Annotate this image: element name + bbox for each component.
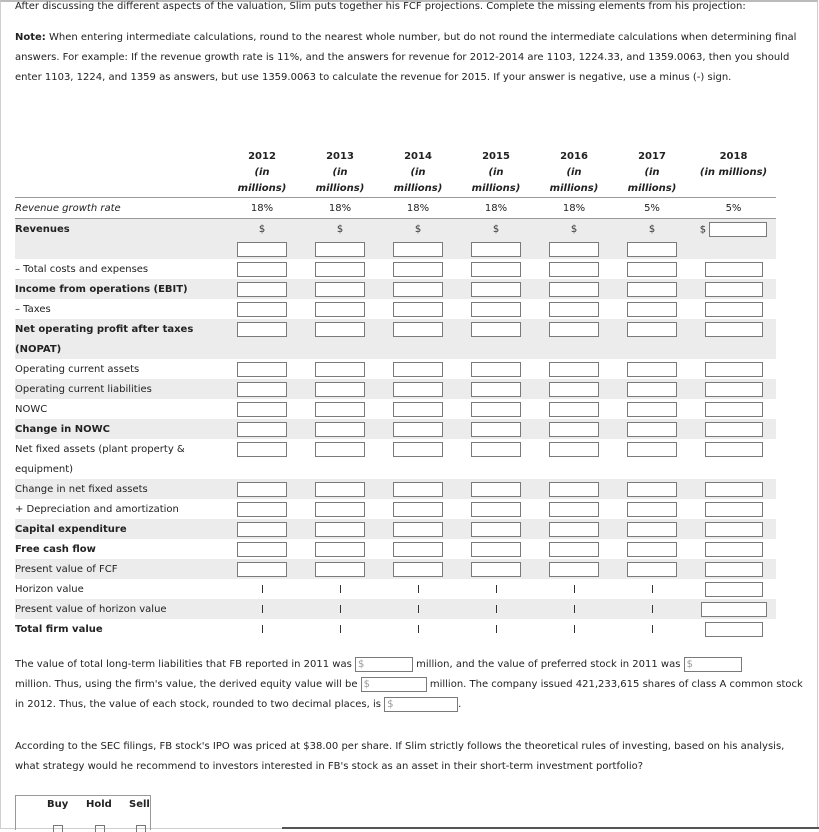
taxes-input[interactable] <box>627 302 677 317</box>
growth-row <box>15 198 776 219</box>
fcf-input[interactable] <box>705 542 763 557</box>
year-header-2017: 2017 (in millions) <box>627 151 677 194</box>
row-label: equipment) <box>15 463 74 475</box>
note-paragraph <box>15 28 805 88</box>
ocl-input[interactable] <box>471 382 521 397</box>
intro-text: After discussing the different aspects of the valuation, Slim puts together his FCF projections. Complete the missing elements from his projection: <box>15 1 746 12</box>
fcf-input[interactable] <box>393 542 443 557</box>
currency-symbol: $ <box>535 219 613 240</box>
nopat-row <box>15 319 776 339</box>
taxes-input[interactable] <box>549 302 599 317</box>
pv-horizon-row <box>15 599 776 619</box>
bottom-divider <box>282 827 819 829</box>
header-row <box>15 147 776 198</box>
row-label: Operating current assets <box>15 363 140 375</box>
strategy-choices <box>15 795 151 830</box>
revenue-2018-input[interactable] <box>709 222 767 237</box>
nopat-input[interactable] <box>627 322 677 337</box>
fcf-input[interactable] <box>237 542 287 557</box>
row-label: Net operating profit after taxes <box>15 319 223 339</box>
growth-value: 5% <box>691 198 776 219</box>
revenues-row <box>15 219 776 240</box>
pv-fcf-input[interactable] <box>549 562 599 577</box>
ocl-input[interactable] <box>627 382 677 397</box>
nopat-input[interactable] <box>471 322 521 337</box>
change-nfa-input[interactable] <box>549 482 599 497</box>
preferred-stock-input[interactable] <box>684 657 742 672</box>
revenue-input[interactable] <box>237 242 287 257</box>
nfa-input[interactable] <box>471 442 521 457</box>
dollar-prefix: $ <box>357 658 365 670</box>
depreciation-input[interactable] <box>705 502 763 517</box>
nowc-input[interactable] <box>471 402 521 417</box>
fcf-row <box>15 539 776 559</box>
row-label: (NOPAT) <box>15 339 223 359</box>
pv-fcf-input[interactable] <box>705 562 763 577</box>
total-costs-input[interactable] <box>471 262 521 277</box>
change-nowc-input[interactable] <box>627 422 677 437</box>
taxes-input[interactable] <box>705 302 763 317</box>
change-nowc-input[interactable] <box>315 422 365 437</box>
taxes-row <box>15 299 776 319</box>
dash-mark <box>418 605 419 613</box>
horizon-row <box>15 579 776 599</box>
nopat-input[interactable] <box>315 322 365 337</box>
ebit-row <box>15 279 776 299</box>
ebit-input[interactable] <box>705 282 763 297</box>
year-header-2014: 2014 (in millions) <box>393 151 443 194</box>
capex-input[interactable] <box>471 522 521 537</box>
growth-value: 18% <box>379 198 457 219</box>
pv-fcf-input[interactable] <box>627 562 677 577</box>
dollar-prefix: $ <box>363 678 371 690</box>
capex-input[interactable] <box>393 522 443 537</box>
change-nowc-input[interactable] <box>237 422 287 437</box>
total-costs-row <box>15 259 776 279</box>
dash-mark <box>652 625 653 633</box>
capex-input[interactable] <box>705 522 763 537</box>
pv-fcf-row <box>15 559 776 579</box>
summary-text: million. Thus, using the firm's value, the derived equity value will be <box>15 679 361 690</box>
capex-input[interactable] <box>627 522 677 537</box>
ocl-row <box>15 379 776 399</box>
summary-text: million, and the value of preferred stock in 2011 was <box>412 659 684 670</box>
dash-mark <box>496 585 497 593</box>
oca-row <box>15 359 776 379</box>
row-label: Operating current liabilities <box>15 379 223 399</box>
note-label: Note: <box>15 32 46 43</box>
row-label: Capital expenditure <box>15 519 223 539</box>
revenues-input-row <box>15 239 776 259</box>
fcf-projection-table <box>15 147 776 639</box>
pv-horizon-input[interactable] <box>701 602 767 617</box>
nopat-input[interactable] <box>705 322 763 337</box>
row-label: Free cash flow <box>15 543 96 555</box>
total-costs-input[interactable] <box>237 262 287 277</box>
choice-buy-radio[interactable] <box>53 825 63 832</box>
strategy-question: According to the SEC filings, FB stock's IPO was priced at $38.00 per share. If Slim strictly follows the theoretical rules of investing, based on his analysis, what strategy would he recommend to investors interested in FB's stock as an asset in their short-term investment portfolio? <box>15 741 785 772</box>
nowc-row <box>15 399 776 419</box>
ebit-input[interactable] <box>237 282 287 297</box>
change-nowc-input[interactable] <box>393 422 443 437</box>
depreciation-input[interactable] <box>393 502 443 517</box>
row-label: – Taxes <box>15 303 51 315</box>
currency-symbol: $ <box>613 219 691 240</box>
dash-mark <box>340 585 341 593</box>
nopat-input[interactable] <box>393 322 443 337</box>
nopat-input[interactable] <box>549 322 599 337</box>
dash-mark <box>496 605 497 613</box>
row-label: Present value of FCF <box>15 559 223 579</box>
depreciation-input[interactable] <box>549 502 599 517</box>
capex-input[interactable] <box>315 522 365 537</box>
revenue-input[interactable] <box>393 242 443 257</box>
choice-hold-label: Hold <box>86 799 112 810</box>
currency-symbol: $ <box>379 219 457 240</box>
change-nfa-input[interactable] <box>471 482 521 497</box>
currency-symbol: $ <box>223 219 301 240</box>
total-costs-input[interactable] <box>627 262 677 277</box>
taxes-input[interactable] <box>315 302 365 317</box>
row-label: Total firm value <box>15 623 103 635</box>
row-label: Revenues <box>15 219 223 240</box>
fcf-input[interactable] <box>315 542 365 557</box>
equity-value-input[interactable] <box>361 677 427 692</box>
taxes-input[interactable] <box>471 302 521 317</box>
total-costs-input[interactable] <box>393 262 443 277</box>
dash-mark <box>574 605 575 613</box>
depreciation-input[interactable] <box>471 502 521 517</box>
year-header-2012: 2012 (in millions) <box>237 151 287 194</box>
nfa-input[interactable] <box>627 442 677 457</box>
ocl-input[interactable] <box>549 382 599 397</box>
fcf-input[interactable] <box>627 542 677 557</box>
total-costs-input[interactable] <box>705 262 763 277</box>
nfa-row <box>15 439 776 459</box>
summary-text: million. The company issued 421,233,615 shares of class A common stock in 2012. Thus, the value of each stock, rounded to two decimal places, is <box>15 679 803 710</box>
nowc-input[interactable] <box>627 402 677 417</box>
change-nfa-input[interactable] <box>315 482 365 497</box>
dash-mark <box>340 605 341 613</box>
row-label: Horizon value <box>15 583 84 595</box>
nfa-input[interactable] <box>393 442 443 457</box>
capex-input[interactable] <box>237 522 287 537</box>
dash-mark <box>418 625 419 633</box>
oca-input[interactable] <box>549 362 599 377</box>
currency-symbol: $ <box>699 224 707 235</box>
ocl-input[interactable] <box>705 382 763 397</box>
dash-mark <box>262 585 263 593</box>
pv-fcf-input[interactable] <box>237 562 287 577</box>
capex-input[interactable] <box>549 522 599 537</box>
depreciation-input[interactable] <box>237 502 287 517</box>
nfa-input[interactable] <box>549 442 599 457</box>
change-nowc-row <box>15 419 776 439</box>
change-nfa-input[interactable] <box>393 482 443 497</box>
row-label: Present value of horizon value <box>15 599 223 619</box>
dash-mark <box>418 585 419 593</box>
dash-mark <box>340 625 341 633</box>
fcf-input[interactable] <box>471 542 521 557</box>
row-label: Change in NOWC <box>15 419 223 439</box>
ebit-input[interactable] <box>315 282 365 297</box>
taxes-input[interactable] <box>237 302 287 317</box>
ocl-input[interactable] <box>237 382 287 397</box>
dash-mark <box>652 605 653 613</box>
capex-row <box>15 519 776 539</box>
dollar-prefix: $ <box>686 658 694 670</box>
summary-text: The value of total long-term liabilities that FB reported in 2011 was <box>15 659 355 670</box>
row-label: – Total costs and expenses <box>15 263 149 275</box>
row-label: Income from operations (EBIT) <box>15 279 223 299</box>
note-text: When entering intermediate calculations, round to the nearest whole number, but do not round the intermediate calculations when determining final answers. For example: If the revenue growth rate is 11%, and the answers for revenue for 2012-2014 are 1103, 1224.33, and 1359.0063, then you should enter 1103, 1224, and 1359 as answers, but use 1359.0063 to calculate the revenue for 2015. If your answer is negative, use a minus (-) sign. <box>15 32 797 83</box>
nowc-input[interactable] <box>393 402 443 417</box>
growth-value: 18% <box>223 198 301 219</box>
row-label: Change in net fixed assets <box>15 479 223 499</box>
dash-mark <box>262 625 263 633</box>
growth-label: Revenue growth rate <box>15 198 223 219</box>
taxes-input[interactable] <box>393 302 443 317</box>
total-costs-input[interactable] <box>315 262 365 277</box>
pv-fcf-input[interactable] <box>393 562 443 577</box>
ocl-input[interactable] <box>315 382 365 397</box>
summary-paragraph <box>15 655 805 715</box>
depreciation-input[interactable] <box>315 502 365 517</box>
dash-mark <box>262 605 263 613</box>
pv-fcf-input[interactable] <box>471 562 521 577</box>
nopat-input[interactable] <box>237 322 287 337</box>
oca-input[interactable] <box>705 362 763 377</box>
depreciation-row <box>15 499 776 519</box>
revenue-input[interactable] <box>471 242 521 257</box>
total-costs-input[interactable] <box>549 262 599 277</box>
pv-fcf-input[interactable] <box>315 562 365 577</box>
depreciation-input[interactable] <box>627 502 677 517</box>
nfa-input[interactable] <box>237 442 287 457</box>
fcf-input[interactable] <box>549 542 599 557</box>
growth-value: 18% <box>301 198 379 219</box>
oca-input[interactable] <box>237 362 287 377</box>
dollar-prefix: $ <box>387 698 394 710</box>
revenue-input[interactable] <box>549 242 599 257</box>
change-nowc-input[interactable] <box>549 422 599 437</box>
nfa-input[interactable] <box>705 442 763 457</box>
currency-symbol: $ <box>457 219 535 240</box>
dash-mark <box>574 585 575 593</box>
oca-input[interactable] <box>393 362 443 377</box>
row-label: NOWC <box>15 403 48 415</box>
dash-mark <box>574 625 575 633</box>
change-nfa-input[interactable] <box>627 482 677 497</box>
nopat-row-cont <box>15 339 776 359</box>
total-firm-row <box>15 619 776 639</box>
year-header-2013: 2013 (in millions) <box>315 151 365 194</box>
change-nfa-input[interactable] <box>237 482 287 497</box>
row-label: + Depreciation and amortization <box>15 503 179 515</box>
growth-value: 5% <box>613 198 691 219</box>
total-firm-value-input[interactable] <box>705 622 763 637</box>
oca-input[interactable] <box>627 362 677 377</box>
ocl-input[interactable] <box>393 382 443 397</box>
revenue-input[interactable] <box>315 242 365 257</box>
year-header-2016: 2016 (in millions) <box>549 151 599 194</box>
revenue-input[interactable] <box>627 242 677 257</box>
dash-mark <box>652 585 653 593</box>
nfa-row-cont <box>15 459 776 479</box>
stock-value-input[interactable] <box>384 697 458 712</box>
oca-input[interactable] <box>315 362 365 377</box>
growth-value: 18% <box>457 198 535 219</box>
choice-sell-label: Sell <box>129 799 150 810</box>
horizon-value-input[interactable] <box>705 582 763 597</box>
change-nowc-input[interactable] <box>471 422 521 437</box>
dash-mark <box>496 625 497 633</box>
nfa-input[interactable] <box>315 442 365 457</box>
summary-text: . <box>458 699 462 710</box>
long-term-liabilities-input[interactable] <box>355 657 413 672</box>
oca-input[interactable] <box>471 362 521 377</box>
ebit-input[interactable] <box>627 282 677 297</box>
nowc-input[interactable] <box>705 402 763 417</box>
nowc-input[interactable] <box>315 402 365 417</box>
nowc-input[interactable] <box>237 402 287 417</box>
currency-symbol: $ <box>301 219 379 240</box>
change-nfa-row <box>15 479 776 499</box>
choice-sell-radio[interactable] <box>136 825 146 832</box>
year-header-2018: 2018 (in millions) <box>699 151 768 178</box>
ebit-input[interactable] <box>393 282 443 297</box>
ebit-input[interactable] <box>549 282 599 297</box>
change-nfa-input[interactable] <box>705 482 763 497</box>
choice-buy-label: Buy <box>47 799 69 810</box>
change-nowc-input[interactable] <box>705 422 763 437</box>
growth-value: 18% <box>535 198 613 219</box>
year-header-2015: 2015 (in millions) <box>471 151 521 194</box>
ebit-input[interactable] <box>471 282 521 297</box>
row-label: Net fixed assets (plant property & <box>15 443 185 455</box>
choice-hold-radio[interactable] <box>95 825 105 832</box>
nowc-input[interactable] <box>549 402 599 417</box>
